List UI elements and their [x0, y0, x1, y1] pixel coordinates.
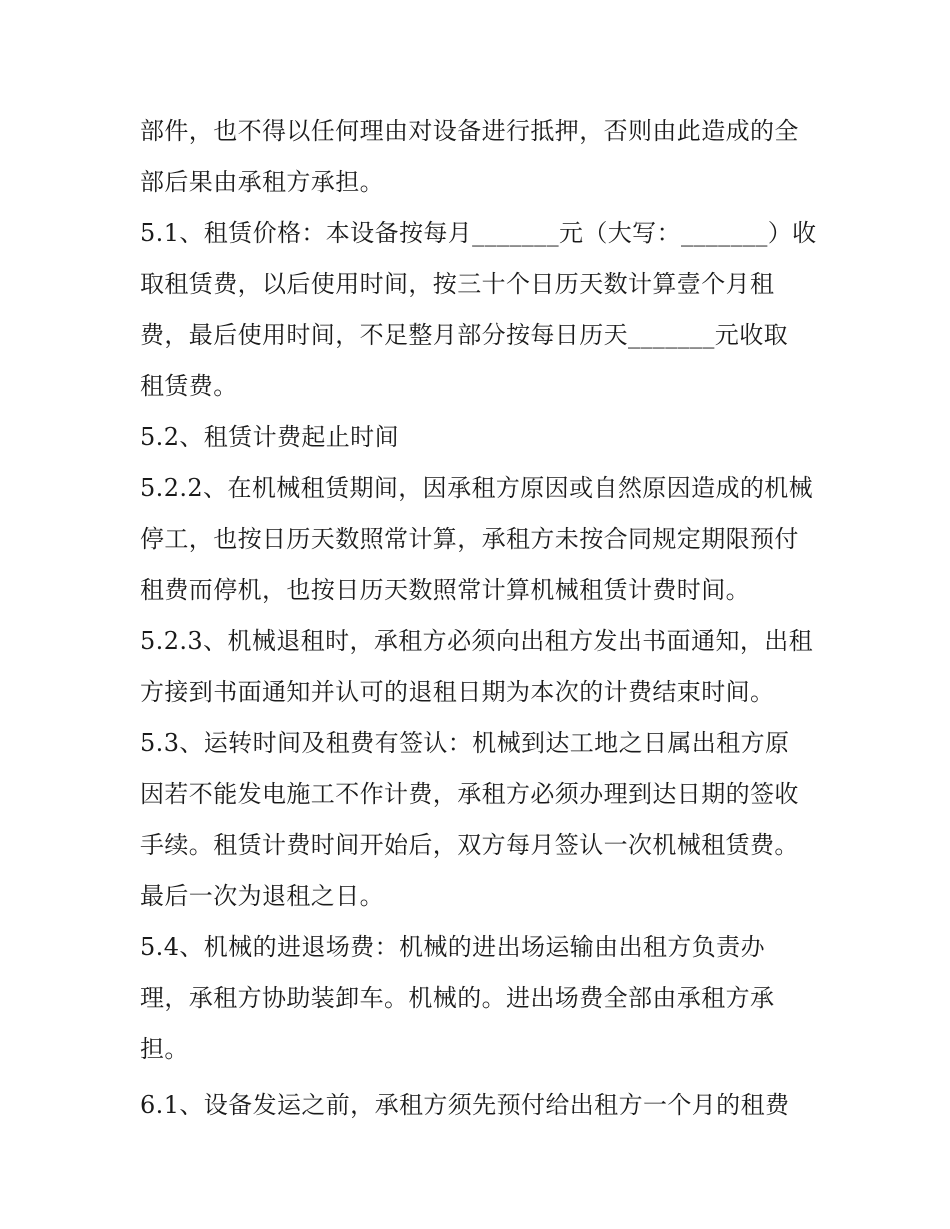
- text-line: 费，最后使用时间，不足整月部分按每日历天_______元收取: [140, 321, 788, 349]
- text-line: 租费而停机，也按日历天数照常计算机械租赁计费时间。: [140, 576, 750, 604]
- text-line: 手续。租赁计费时间开始后，双方每月签认一次机械租赁费。: [140, 831, 799, 859]
- text-line: 租赁费。: [140, 372, 238, 400]
- text-line: 因若不能发电施工不作计费，承租方必须办理到达日期的签收: [140, 780, 799, 808]
- text-line: 方接到书面通知并认可的退租日期为本次的计费结束时间。: [140, 678, 775, 706]
- text-line: 停工，也按日历天数照常计算，承租方未按合同规定期限预付: [140, 525, 799, 553]
- text-line: 部后果由承租方承担。: [140, 168, 384, 196]
- text-line: 最后一次为退租之日。: [140, 882, 384, 910]
- clause-5-2-2-line: 5.2.2、在机械租赁期间，因承租方原因或自然原因造成的机械: [140, 474, 814, 502]
- contract-body-text: [140, 106, 820, 1131]
- clause-5-1-line: 5.1、租赁价格：本设备按每月_______元（大写：_______）收: [140, 219, 817, 247]
- text-line: 担。: [140, 1035, 189, 1063]
- clause-6-1-line: 6.1、设备发运之前，承租方须先预付给出租方一个月的租费: [140, 1091, 790, 1119]
- text-line: 取租赁费，以后使用时间，按三十个日历天数计算壹个月租: [140, 270, 775, 298]
- clause-5-4-line: 5.4、机械的进退场费：机械的进出场运输由出租方负责办: [140, 933, 765, 961]
- clause-5-2-line: 5.2、租赁计费起止时间: [140, 423, 399, 451]
- text-line: 理，承租方协助装卸车。机械的。进出场费全部由承租方承: [140, 984, 775, 1012]
- clause-5-2-3-line: 5.2.3、机械退租时，承租方必须向出租方发出书面通知，出租: [140, 627, 814, 655]
- text-line: 部件，也不得以任何理由对设备进行抵押，否则由此造成的全: [140, 117, 799, 145]
- clause-5-3-line: 5.3、运转时间及租费有签认：机械到达工地之日属出租方原: [140, 729, 790, 757]
